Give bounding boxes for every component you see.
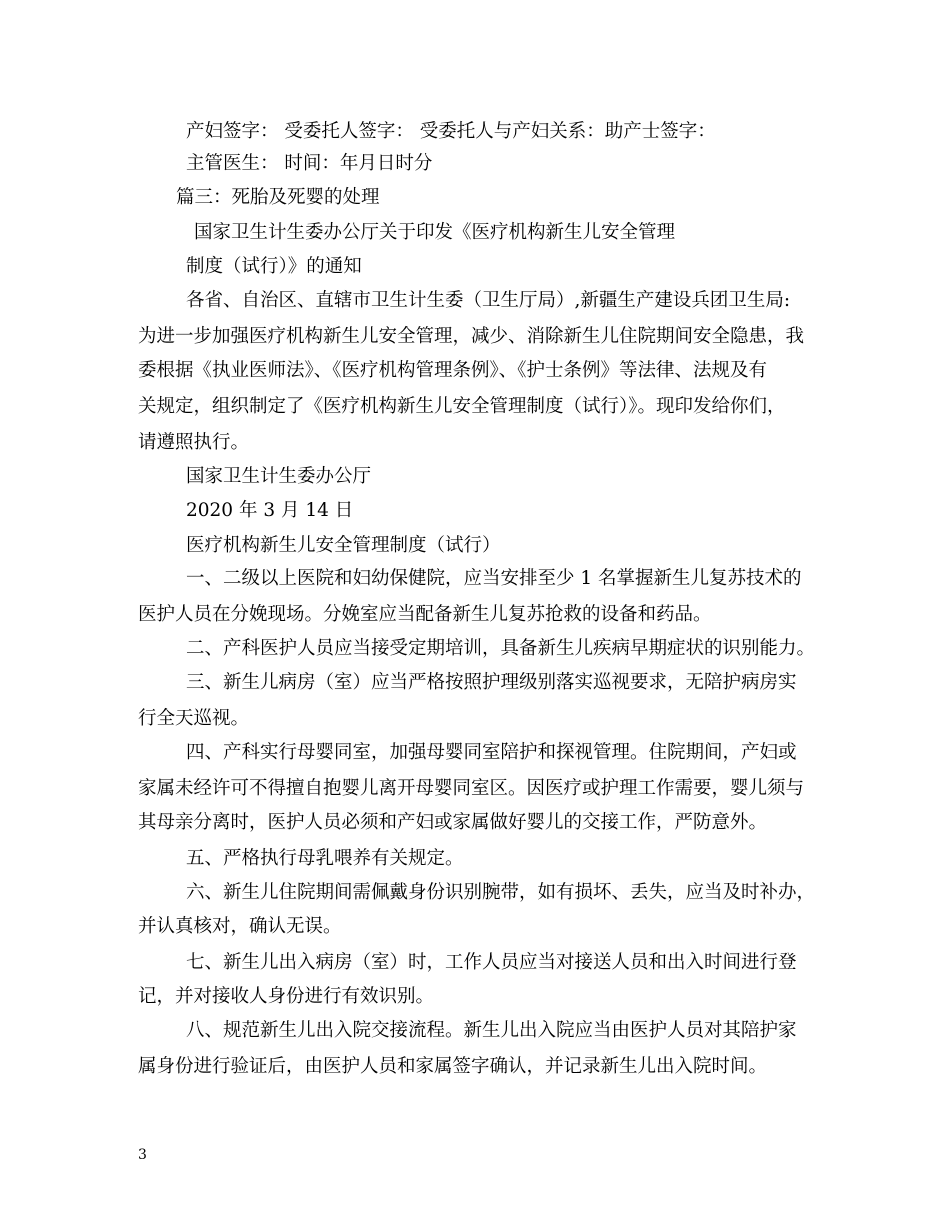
page-number: 3 bbox=[138, 1147, 147, 1163]
regulation-line: 三、新生儿病房（室）应当严格按照护理级别落实巡视要求，无陪护病房实 bbox=[186, 672, 797, 693]
regulation-line: 八、规范新生儿出入院交接流程。新生儿出入院应当由医护人员对其陪护家 bbox=[186, 1020, 797, 1041]
notice-body-line: 关规定，组织制定了《医疗机构新生儿安全管理制度（试行）》。现印发给你们， bbox=[138, 396, 786, 417]
notice-title-line-2: 制度（试行）》的通知 bbox=[186, 256, 362, 277]
notice-date: 2020 年 3 月 14 日 bbox=[186, 500, 354, 521]
regulation-line: 七、新生儿出入病房（室）时，工作人员应当对接送人员和出入时间进行登 bbox=[186, 952, 797, 973]
regulation-line: 二、产科医护人员应当接受定期培训，具备新生儿疾病早期症状的识别能力。 bbox=[186, 638, 816, 659]
signature-line-2: 主管医生： 时间：年月日时分 bbox=[186, 153, 433, 174]
notice-issuer: 国家卫生计生委办公厅 bbox=[186, 466, 372, 487]
notice-body-line: 各省、自治区、直辖市卫生计生委（卫生厅局）,新疆生产建设兵团卫生局: bbox=[186, 290, 791, 311]
regulation-line: 五、严格执行母乳喂养有关规定。 bbox=[186, 848, 464, 869]
section-title: 篇三：死胎及死婴的处理 bbox=[176, 187, 380, 208]
notice-title-line-1: 国家卫生计生委办公厅关于印发《医疗机构新生儿安全管理 bbox=[194, 222, 676, 243]
notice-body-line: 委根据《执业医师法》、《医疗机构管理条例》、《护士条例》等法律、法规及有 bbox=[138, 360, 768, 381]
regulation-line: 并认真核对，确认无误。 bbox=[138, 916, 342, 937]
regulation-line: 四、产科实行母婴同室，加强母婴同室陪护和探视管理。住院期间，产妇或 bbox=[186, 742, 797, 763]
regulation-line: 记，并对接收人身份进行有效识别。 bbox=[138, 986, 435, 1007]
notice-body-line: 为进一步加强医疗机构新生儿安全管理，减少、消除新生儿住院期间安全隐患，我 bbox=[138, 326, 805, 347]
signature-line-1: 产妇签字： 受委托人签字： 受委托人与产妇关系：助产士签字： bbox=[186, 121, 716, 142]
regulation-line: 行全天巡视。 bbox=[138, 708, 250, 729]
regulation-line: 属身份进行验证后，由医护人员和家属签字确认，并记录新生儿出入院时间。 bbox=[138, 1056, 768, 1077]
regulation-title: 医疗机构新生儿安全管理制度（试行） bbox=[186, 535, 501, 556]
regulation-line: 其母亲分离时，医护人员必须和产妇或家属做好婴儿的交接工作，严防意外。 bbox=[138, 812, 768, 833]
notice-body-line: 请遵照执行。 bbox=[138, 432, 250, 453]
regulation-line: 医护人员在分娩现场。分娩室应当配备新生儿复苏抢救的设备和药品。 bbox=[138, 604, 712, 625]
regulation-line: 六、新生儿住院期间需佩戴身份识别腕带，如有损坏、丢失，应当及时补办， bbox=[186, 882, 816, 903]
regulation-line: 一、二级以上医院和妇幼保健院，应当安排至少 1 名掌握新生儿复苏技术的 bbox=[186, 568, 802, 589]
regulation-line: 家属未经许可不得擅自抱婴儿离开母婴同室区。因医疗或护理工作需要，婴儿须与 bbox=[138, 778, 805, 799]
